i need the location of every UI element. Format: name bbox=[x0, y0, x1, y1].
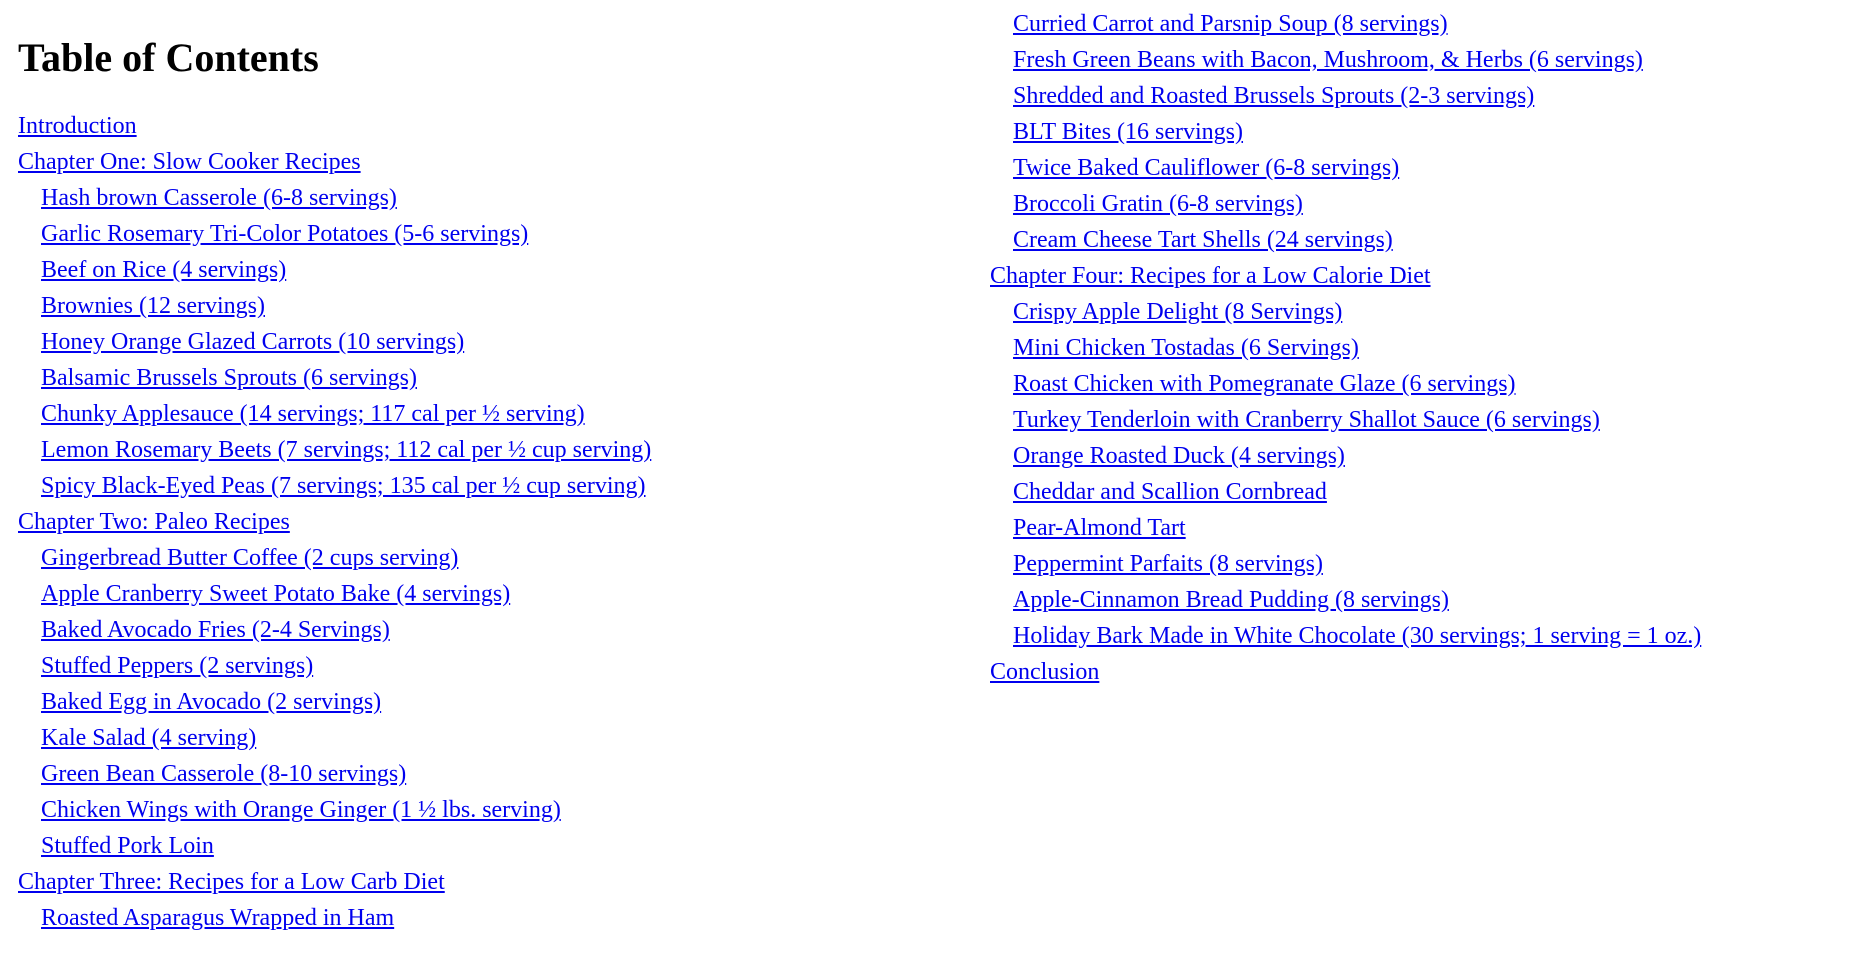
toc-entry bbox=[18, 360, 651, 396]
toc-link-recipe[interactable]: Baked Egg in Avocado (2 servings) bbox=[41, 689, 382, 715]
toc-entry bbox=[990, 78, 1701, 114]
toc-link-recipe[interactable]: Beef on Rice (4 servings) bbox=[41, 257, 287, 283]
page-title: Table of Contents bbox=[18, 35, 319, 80]
toc-link-chapter-four[interactable]: Chapter Four: Recipes for a Low Calorie Diet bbox=[990, 263, 1431, 289]
toc-entry bbox=[18, 540, 651, 576]
toc-link-recipe[interactable]: Brownies (12 servings) bbox=[41, 293, 265, 319]
toc-link-recipe[interactable]: Orange Roasted Duck (4 servings) bbox=[1013, 443, 1345, 469]
toc-link-recipe[interactable]: BLT Bites (16 servings) bbox=[1013, 119, 1244, 145]
toc-link-recipe[interactable]: Honey Orange Glazed Carrots (10 servings) bbox=[41, 329, 465, 355]
toc-link-recipe[interactable]: Chunky Applesauce (14 servings; 117 cal per ½ serving) bbox=[41, 401, 585, 427]
toc-link-recipe[interactable]: Cream Cheese Tart Shells (24 servings) bbox=[1013, 227, 1393, 253]
toc-link-recipe[interactable]: Chicken Wings with Orange Ginger (1 ½ lbs. serving) bbox=[41, 797, 561, 823]
toc-entry bbox=[18, 108, 651, 144]
toc-entry bbox=[18, 180, 651, 216]
toc-link-recipe[interactable]: Broccoli Gratin (6-8 servings) bbox=[1013, 191, 1303, 217]
toc-link-recipe[interactable]: Crispy Apple Delight (8 Servings) bbox=[1013, 299, 1343, 325]
toc-link-recipe[interactable]: Curried Carrot and Parsnip Soup (8 servings) bbox=[1013, 11, 1448, 37]
toc-entry bbox=[18, 756, 651, 792]
toc-left-column bbox=[18, 108, 651, 936]
toc-link-recipe[interactable]: Peppermint Parfaits (8 servings) bbox=[1013, 551, 1323, 577]
toc-entry bbox=[990, 42, 1701, 78]
toc-link-conclusion[interactable]: Conclusion bbox=[990, 659, 1100, 685]
toc-entry bbox=[990, 438, 1701, 474]
toc-entry bbox=[18, 576, 651, 612]
toc-entry bbox=[18, 720, 651, 756]
toc-entry bbox=[18, 432, 651, 468]
toc-entry bbox=[990, 6, 1701, 42]
toc-link-chapter-three[interactable]: Chapter Three: Recipes for a Low Carb Diet bbox=[18, 869, 445, 895]
toc-link-recipe[interactable]: Lemon Rosemary Beets (7 servings; 112 cal per ½ cup serving) bbox=[41, 437, 652, 463]
toc-link-recipe[interactable]: Turkey Tenderloin with Cranberry Shallot Sauce (6 servings) bbox=[1013, 407, 1600, 433]
toc-link-recipe[interactable]: Stuffed Pork Loin bbox=[41, 833, 214, 859]
toc-entry bbox=[18, 504, 651, 540]
toc-entry bbox=[18, 144, 651, 180]
toc-link-recipe[interactable]: Garlic Rosemary Tri-Color Potatoes (5-6 servings) bbox=[41, 221, 529, 247]
toc-link-recipe[interactable]: Green Bean Casserole (8-10 servings) bbox=[41, 761, 407, 787]
toc-entry bbox=[18, 288, 651, 324]
toc-entry bbox=[990, 510, 1701, 546]
toc-link-recipe[interactable]: Apple Cranberry Sweet Potato Bake (4 servings) bbox=[41, 581, 511, 607]
toc-entry bbox=[18, 252, 651, 288]
toc-link-recipe[interactable]: Pear-Almond Tart bbox=[1013, 515, 1186, 541]
toc-link-chapter-one[interactable]: Chapter One: Slow Cooker Recipes bbox=[18, 149, 361, 175]
toc-entry bbox=[990, 330, 1701, 366]
toc-right-column bbox=[990, 6, 1701, 690]
toc-entry bbox=[18, 612, 651, 648]
toc-entry bbox=[990, 546, 1701, 582]
toc-link-recipe[interactable]: Mini Chicken Tostadas (6 Servings) bbox=[1013, 335, 1359, 361]
toc-entry bbox=[18, 828, 651, 864]
toc-link-recipe[interactable]: Apple-Cinnamon Bread Pudding (8 servings) bbox=[1013, 587, 1449, 613]
toc-link-recipe[interactable]: Twice Baked Cauliflower (6-8 servings) bbox=[1013, 155, 1400, 181]
toc-entry bbox=[990, 474, 1701, 510]
toc-entry bbox=[18, 684, 651, 720]
toc-link-recipe[interactable]: Balsamic Brussels Sprouts (6 servings) bbox=[41, 365, 417, 391]
toc-link-recipe[interactable]: Baked Avocado Fries (2-4 Servings) bbox=[41, 617, 390, 643]
toc-link-chapter-two[interactable]: Chapter Two: Paleo Recipes bbox=[18, 509, 290, 535]
toc-entry bbox=[990, 222, 1701, 258]
toc-entry bbox=[18, 648, 651, 684]
toc-link-recipe[interactable]: Stuffed Peppers (2 servings) bbox=[41, 653, 314, 679]
toc-entry bbox=[990, 294, 1701, 330]
toc-entry bbox=[990, 258, 1701, 294]
toc-entry bbox=[990, 402, 1701, 438]
toc-link-introduction[interactable]: Introduction bbox=[18, 113, 137, 139]
toc-entry bbox=[990, 582, 1701, 618]
toc-entry bbox=[990, 618, 1701, 654]
toc-entry bbox=[18, 468, 651, 504]
toc-link-recipe[interactable]: Shredded and Roasted Brussels Sprouts (2-3 servings) bbox=[1013, 83, 1535, 109]
toc-entry bbox=[990, 366, 1701, 402]
toc-link-recipe[interactable]: Kale Salad (4 serving) bbox=[41, 725, 257, 751]
toc-link-recipe[interactable]: Fresh Green Beans with Bacon, Mushroom, & Herbs (6 servings) bbox=[1013, 47, 1643, 73]
toc-entry bbox=[18, 900, 651, 936]
toc-link-recipe[interactable]: Cheddar and Scallion Cornbread bbox=[1013, 479, 1327, 505]
toc-link-recipe[interactable]: Roast Chicken with Pomegranate Glaze (6 servings) bbox=[1013, 371, 1516, 397]
toc-link-recipe[interactable]: Gingerbread Butter Coffee (2 cups serving) bbox=[41, 545, 459, 571]
toc-entry bbox=[990, 186, 1701, 222]
toc-entry bbox=[990, 114, 1701, 150]
toc-entry bbox=[18, 216, 651, 252]
toc-entry bbox=[18, 396, 651, 432]
toc-link-recipe[interactable]: Spicy Black-Eyed Peas (7 servings; 135 cal per ½ cup serving) bbox=[41, 473, 646, 499]
toc-entry bbox=[990, 654, 1701, 690]
toc-entry bbox=[18, 324, 651, 360]
toc-entry bbox=[990, 150, 1701, 186]
toc-entry bbox=[18, 864, 651, 900]
toc-link-recipe[interactable]: Roasted Asparagus Wrapped in Ham bbox=[41, 905, 395, 931]
toc-entry bbox=[18, 792, 651, 828]
toc-link-recipe[interactable]: Holiday Bark Made in White Chocolate (30 servings; 1 serving = 1 oz.) bbox=[1013, 623, 1702, 649]
toc-link-recipe[interactable]: Hash brown Casserole (6-8 servings) bbox=[41, 185, 397, 211]
